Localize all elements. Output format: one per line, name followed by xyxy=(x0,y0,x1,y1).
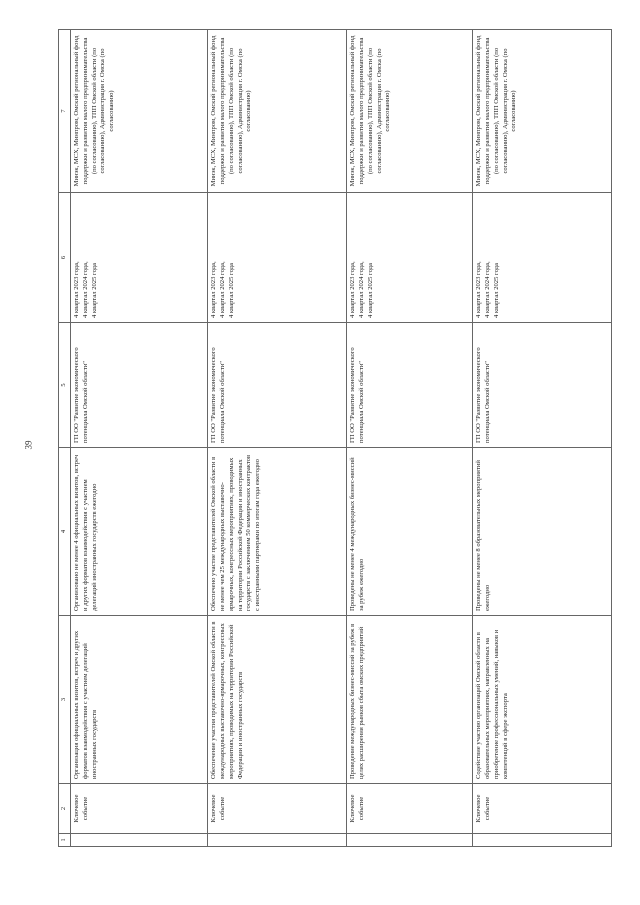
table-row xyxy=(346,30,472,847)
event-cell: Организация официальных визитов, встреч и других форматов взаимодействия с участием делегаций иностранных государств xyxy=(70,616,207,784)
table-row xyxy=(207,30,346,847)
header-row xyxy=(59,30,71,847)
index-cell xyxy=(207,834,346,847)
program-cell: ГП ОО "Развитие экономического потенциала Омской области" xyxy=(472,323,611,448)
index-cell xyxy=(70,834,207,847)
event-cell: Проведение международных бизнес-миссий за рубеж в целях расширения рынков сбыта омских предприятий xyxy=(346,616,472,784)
deadline-line: 4 квартал 2025 года xyxy=(90,263,98,318)
result-cell: Организовано не менее 4 официальных визитов, встреч и других форматов взаимодействия с участием делегаций иностранных государств ежегодно xyxy=(70,448,207,616)
deadline-line: 4 квартал 2024 года, xyxy=(357,261,365,318)
result-cell: Обеспечено участие представителей Омской области в не менее чем 25 международных выставочно-ярмарочных, конгрессных мероприятиях, проводимых на территории Российской Федерации и иностранных государств с заключением 50 коммерческих контрактов с иностранными партнерами по итогам года ежегодно xyxy=(207,448,346,616)
index-cell xyxy=(346,834,472,847)
event-type-cell: Ключевое событие xyxy=(207,784,346,834)
executors-cell: Минэк, МСХ, Минпром, Омский региональный фонд поддержки и развития малого предпринимательства (по согласованию), ТПП Омской области (по согласованию), Администрация г. Омска (по согласованию) xyxy=(472,30,611,193)
program-cell: ГП ОО "Развитие экономического потенциала Омской области" xyxy=(207,323,346,448)
deadline-line: 4 квартал 2024 года, xyxy=(218,261,226,318)
event-cell: Обеспечение участия представителей Омской области в международных выставочно-ярмарочных, конгрессных мероприятиях, проводимых на территории Российской Федерации и иностранных государств xyxy=(207,616,346,784)
deadline-line: 4 квартал 2023 года, xyxy=(72,261,80,318)
executors-cell: Минэк, МСХ, Минпром, Омский региональный фонд поддержки и развития малого предпринимательства (по согласованию), ТПП Омской области (по согласованию), Администрация г. Омска (по согласованию) xyxy=(70,30,207,193)
index-cell xyxy=(472,834,611,847)
column-header: 6 xyxy=(59,193,71,323)
executors-cell: Минэк, МСХ, Минпром, Омский региональный фонд поддержки и развития малого предпринимательства (по согласованию), ТПП Омской области (по согласованию), Администрация г. Омска (по согласованию) xyxy=(346,30,472,193)
deadline-cell xyxy=(70,193,207,323)
event-cell: Содействие участию организаций Омской области в образовательных мероприятиях, направленных на приобретение профессиональных умений, навыков и компетенций в сфере экспорта xyxy=(472,616,611,784)
executors-cell: Минэк, МСХ, Минпром, Омский региональный фонд поддержки и развития малого предпринимательства (по согласованию), ТПП Омской области (по согласованию), Администрация г. Омска (по согласованию) xyxy=(207,30,346,193)
plan-table xyxy=(58,29,612,847)
result-cell: Проведены не менее 8 образовательных мероприятий ежегодно xyxy=(472,448,611,616)
column-header: 5 xyxy=(59,323,71,448)
column-header: 3 xyxy=(59,616,71,784)
event-type-cell: Ключевое событие xyxy=(472,784,611,834)
rotated-table-container xyxy=(58,30,612,847)
deadline-line: 4 квартал 2023 года, xyxy=(474,261,482,318)
program-cell: ГП ОО "Развитие экономического потенциала Омской области" xyxy=(70,323,207,448)
page-number: 39 xyxy=(23,440,34,450)
deadline-line: 4 квартал 2023 года, xyxy=(209,261,217,318)
column-header: 2 xyxy=(59,784,71,834)
deadline-cell xyxy=(472,193,611,323)
table-row xyxy=(70,30,207,847)
deadline-line: 4 квартал 2023 года, xyxy=(348,261,356,318)
column-header: 4 xyxy=(59,448,71,616)
deadline-line: 4 квартал 2024 года, xyxy=(483,261,491,318)
result-cell: Проведены не менее 4 международных бизнес-миссий за рубеж ежегодно xyxy=(346,448,472,616)
deadline-line: 4 квартал 2025 года xyxy=(366,263,374,318)
column-header: 7 xyxy=(59,30,71,193)
deadline-line: 4 квартал 2024 года, xyxy=(81,261,89,318)
event-type-cell: Ключевое событие xyxy=(346,784,472,834)
column-header: 1 xyxy=(59,834,71,847)
event-type-cell: Ключевое событие xyxy=(70,784,207,834)
deadline-cell xyxy=(207,193,346,323)
deadline-line: 4 квартал 2025 года xyxy=(492,263,500,318)
table-row xyxy=(472,30,611,847)
deadline-cell xyxy=(346,193,472,323)
program-cell: ГП ОО "Развитие экономического потенциала Омской области" xyxy=(346,323,472,448)
deadline-line: 4 квартал 2025 года xyxy=(227,263,235,318)
